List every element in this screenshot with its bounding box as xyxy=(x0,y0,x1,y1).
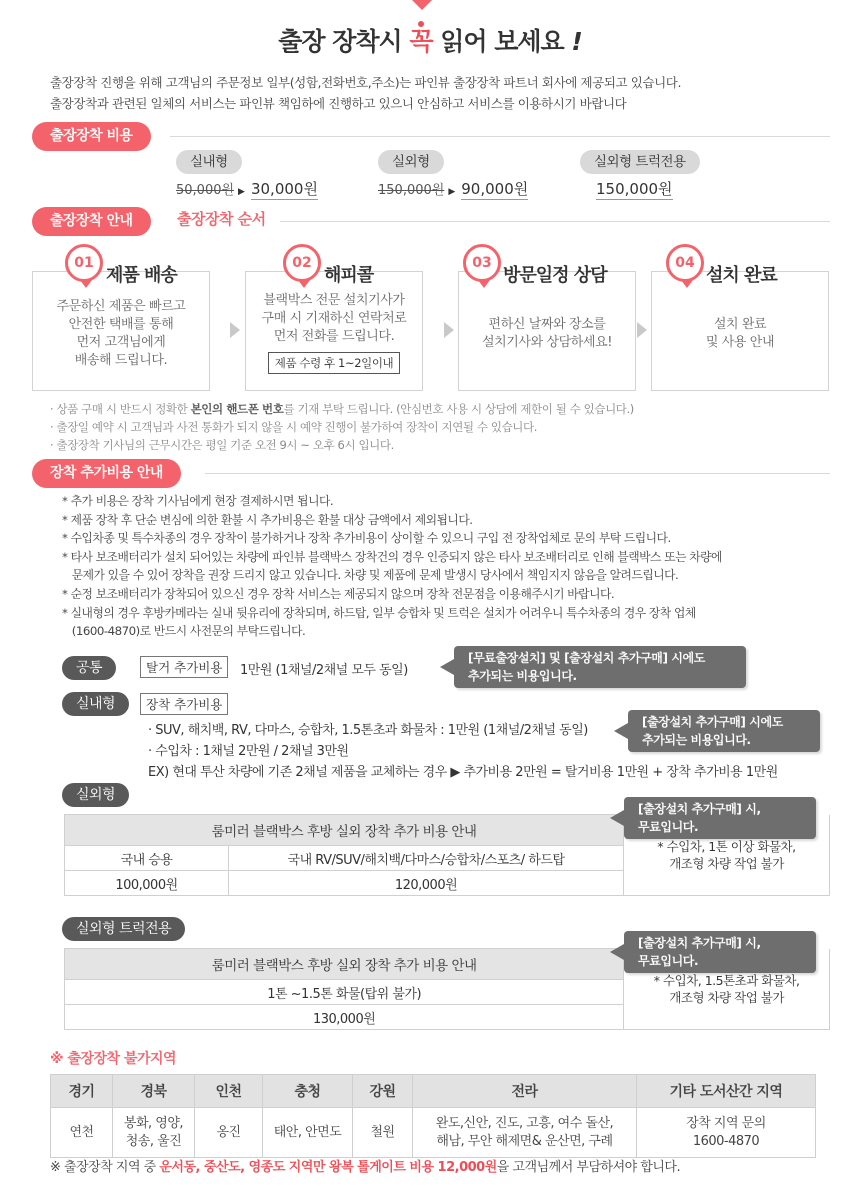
callout-pointer xyxy=(610,944,624,960)
step-line: 먼저 고객님에게 xyxy=(76,335,166,350)
list-item: * 제품 장착 후 단순 변심에 의한 환불 시 추가비용은 환불 대상 금액에서 제외됩니다. xyxy=(62,512,473,527)
unavailable-area-title: ※ 출장장착 불가지역 xyxy=(50,1051,177,1067)
step-title: 해피콜 xyxy=(324,265,374,286)
toll-note xyxy=(50,1156,680,1175)
old-price: 150,000원 xyxy=(378,183,445,198)
note-text: ※ 출장장착 지역 중 xyxy=(50,1160,160,1175)
cost-outdoor xyxy=(378,150,528,200)
callout-pointer xyxy=(614,723,628,739)
title-part: 읽어 보세요 xyxy=(432,27,572,56)
title-accent-text: 꼭 xyxy=(409,27,433,56)
category-label: 공통 xyxy=(62,656,116,680)
callout-line: [출장설치 추가구매] 시, xyxy=(638,936,761,950)
list-item: * 추가 비용은 장착 기사님에게 현장 결제하시면 됩니다. xyxy=(62,494,334,508)
side-note-line: * 수입차, 1톤 이상 화물차, xyxy=(657,838,796,854)
step-number: 01 xyxy=(74,255,94,271)
cell-line: 옹진 xyxy=(216,1124,241,1140)
category-label: 실내형 xyxy=(62,692,129,716)
cost-price-row xyxy=(378,178,528,200)
fee-text: 1만원 (1채널/2채널 모두 동일) xyxy=(240,663,408,678)
step-number-badge xyxy=(283,244,321,282)
callout-line: [무료출장설치] 및 [출장설치 추가구매] 시에도 xyxy=(468,651,705,665)
callout-line: 추가되는 비용입니다. xyxy=(642,733,751,747)
note-text: 을 고객님께서 부담하셔야 합니다. xyxy=(496,1160,681,1175)
step-description xyxy=(459,316,635,352)
note-line: · 출장장착 기사님의 근무시간은 평일 기준 오전 9시 ~ 오후 6시 입니다. xyxy=(50,438,394,452)
cost-price-row xyxy=(580,178,700,200)
new-price: 90,000원 xyxy=(461,180,529,198)
list-item: (1600-4870)로 반드시 사전문의 부탁드립니다. xyxy=(62,624,306,639)
info-callout xyxy=(454,646,746,688)
category-label: 실외형 트럭전용 xyxy=(62,917,185,941)
info-callout xyxy=(624,797,816,839)
step-time-tag: 제품 수령 후 1~2일이내 xyxy=(268,352,401,374)
category-label: 실외형 xyxy=(62,783,129,807)
cell-line: 청송, 울진 xyxy=(125,1133,182,1149)
table-cell: 100,000원 xyxy=(65,871,229,896)
table-header-cell: 기타 도서산간 지역 xyxy=(637,1075,816,1108)
divider xyxy=(280,221,830,222)
side-note-line: * 수입차, 1.5톤초과 화물차, xyxy=(653,972,800,988)
table-cell xyxy=(113,1108,195,1158)
fee-tag: 장착 추가비용 xyxy=(140,693,228,715)
step-line: 편하신 날짜와 장소를 xyxy=(488,317,606,332)
callout-pointer xyxy=(440,659,454,675)
cell-line: 봉화, 영양, xyxy=(123,1115,184,1131)
table-cell xyxy=(353,1108,413,1158)
step-line: 안전한 택배를 통해 xyxy=(68,317,174,332)
list-item: * 수입차종 및 특수차종의 경우 장착이 불가하거나 장착 추가비용이 상이할 수 있으니 구입 전 장착업체로 문의 부탁 드립니다. xyxy=(62,531,671,546)
note-emphasis: 운서동, 중산도, 영종도 지역만 왕복 톨게이트 비용 12,000원 xyxy=(159,1160,497,1175)
title-exclaim: ! xyxy=(571,27,582,56)
guide-subheading: 출장장착 순서 xyxy=(177,210,266,228)
step-line: 설치 완료 xyxy=(713,317,767,332)
step-number: 04 xyxy=(675,255,695,271)
divider xyxy=(205,473,830,474)
table-header-cell: 1톤 ~1.5톤 화물(탑위 불가) xyxy=(65,980,624,1005)
list-item: * 타사 보조배터리가 설치 되어있는 차량에 파인뷰 블랙박스 장착건의 경우 인증되지 않은 타사 보조배터리로 인해 블랙박스 또는 차량에 xyxy=(62,549,722,564)
cell-line: 태안, 안면도 xyxy=(273,1124,342,1140)
intro-line: 출장장착 진행을 위해 고객님의 주문정보 일부(성함,전화번호,주소)는 파인뷰 출장장착 파트너 회사에 제공되고 있습니다. xyxy=(50,75,682,90)
table-cell xyxy=(413,1108,637,1158)
extra-cost-list xyxy=(62,492,822,641)
table-header-cell: 전라 xyxy=(413,1075,637,1108)
table-header-cell: 국내 승용 xyxy=(65,846,229,871)
step-description xyxy=(246,292,422,374)
badge-pointer xyxy=(298,280,310,288)
arrow-right-icon: ▶ xyxy=(238,187,245,197)
callout-line: 무료입니다. xyxy=(638,820,699,834)
new-price: 150,000원 xyxy=(596,180,673,198)
step-title: 방문일정 상담 xyxy=(503,265,607,286)
list-item: 문제가 있을 수 있어 장착을 권장 드리지 않고 있습니다. 차량 및 제품에 문제 발생시 당사에서 책임지지 않음을 알려드립니다. xyxy=(62,568,679,583)
step-description xyxy=(33,298,209,370)
table-cell xyxy=(51,1108,113,1158)
cell-line: 철원 xyxy=(370,1124,395,1140)
table-header-cell: 인천 xyxy=(195,1075,263,1108)
list-item: * 순정 보조배터리가 장착되어 있으신 경우 장착 서비스는 제공되지 않으며 장착 전문점을 이용해주시기 바랍니다. xyxy=(62,586,615,601)
fee-text: · SUV, 해치백, RV, 다마스, 승합차, 1.5톤초과 화물차 : 1만원 (1채널/2채널 동일) xyxy=(148,723,588,738)
table-title: 룸미러 블랙박스 후방 실외 장착 추가 비용 안내 xyxy=(65,949,624,980)
title-part: 출장 장착시 xyxy=(278,27,410,56)
cell-line: 1600-4870 xyxy=(692,1133,760,1149)
badge-pointer xyxy=(478,280,490,288)
step-number-badge xyxy=(666,244,704,282)
unavailable-area-table xyxy=(50,1074,816,1158)
cost-truck xyxy=(580,150,700,200)
divider xyxy=(170,136,830,137)
arrow-right-icon xyxy=(637,322,647,338)
callout-pointer xyxy=(610,810,624,826)
step-card xyxy=(32,271,210,391)
cost-type-label: 실내형 xyxy=(176,150,242,174)
fee-tag: 탈거 추가비용 xyxy=(140,656,228,678)
cost-type-label: 실외형 xyxy=(378,150,444,174)
arrow-right-icon: ▶ xyxy=(448,187,456,197)
top-notch xyxy=(412,0,432,10)
callout-line: 무료입니다. xyxy=(638,954,699,968)
badge-pointer xyxy=(80,280,92,288)
step-number: 03 xyxy=(472,255,492,271)
table-header-cell: 충청 xyxy=(263,1075,353,1108)
table-cell xyxy=(637,1108,816,1158)
table-cell xyxy=(195,1108,263,1158)
step-number-badge xyxy=(463,244,501,282)
step-line: 및 사용 안내 xyxy=(705,335,775,350)
extra-heading: 장착 추가비용 안내 xyxy=(32,459,181,488)
step-number-badge xyxy=(65,244,103,282)
cell-line: 해남, 무안 해제면& 운산면, 구례 xyxy=(436,1133,613,1149)
table-cell: 120,000원 xyxy=(229,871,624,896)
page-title xyxy=(278,22,582,58)
cell-line: 연천 xyxy=(69,1124,94,1140)
table-header-cell: 강원 xyxy=(353,1075,413,1108)
intro-line: 출장장착과 관련된 일체의 서비스는 파인뷰 책임하에 진행하고 있으니 안심하고 서비스를 이용하시기 바랍니다 xyxy=(50,96,627,111)
side-note-line: 개조형 차량 작업 불가 xyxy=(669,989,784,1005)
cell-line: 장착 지역 문의 xyxy=(686,1115,766,1131)
accent-dot xyxy=(418,21,424,27)
guide-notes xyxy=(50,400,634,454)
note-text: · 상품 구매 시 반드시 정확한 xyxy=(50,402,191,416)
table-cell xyxy=(263,1108,353,1158)
note-line: · 출장일 예약 시 고객님과 사전 통화가 되지 않을 시 예약 진행이 불가하여 장착이 지연될 수 있습니다. xyxy=(50,420,537,434)
step-line: 구매 시 기재하신 연락처로 xyxy=(261,311,407,326)
table-header-cell: 경기 xyxy=(51,1075,113,1108)
step-title: 제품 배송 xyxy=(106,265,177,286)
arrow-right-icon xyxy=(230,322,240,338)
info-callout xyxy=(628,710,820,752)
step-card xyxy=(458,271,636,391)
step-line: 먼저 전화를 드립니다. xyxy=(273,329,395,344)
step-line: 배송해 드립니다. xyxy=(74,353,168,368)
fee-example: EX) 현대 투산 차량에 기존 2채널 제품을 교체하는 경우 ▶ 추가비용 2만원 = 탈거비용 1만원 + 장착 추가비용 1만원 xyxy=(148,765,778,780)
table-cell: 130,000원 xyxy=(65,1005,624,1030)
badge-pointer xyxy=(681,280,693,288)
note-text: 를 기재 부탁 드립니다. (안심번호 사용 시 상담에 제한이 될 수 있습니다.) xyxy=(283,402,634,416)
fee-text: · 수입차 : 1채널 2만원 / 2채널 3만원 xyxy=(148,744,349,759)
note-emphasis: 본인의 핸드폰 번호 xyxy=(190,402,284,416)
title-accent xyxy=(409,27,432,56)
cell-line: 완도,신안, 진도, 고흥, 여수 돌산, xyxy=(435,1115,614,1131)
cost-price-row xyxy=(176,178,318,200)
new-price: 30,000원 xyxy=(250,180,318,198)
page-title-wrap xyxy=(0,22,860,58)
step-card xyxy=(245,271,423,391)
table-title: 룸미러 블랙박스 후방 실외 장착 추가 비용 안내 xyxy=(65,815,624,846)
step-line: 설치기사와 상담하세요! xyxy=(481,335,613,350)
side-note-line: 개조형 차량 작업 불가 xyxy=(669,855,784,871)
info-callout xyxy=(624,931,816,973)
cost-indoor xyxy=(176,150,318,200)
old-price: 50,000원 xyxy=(176,183,235,198)
guide-heading: 출장장착 안내 xyxy=(32,207,151,236)
step-title: 설치 완료 xyxy=(706,265,777,286)
table-header-cell: 경북 xyxy=(113,1075,195,1108)
step-line: 블랙박스 전문 설치기사가 xyxy=(263,293,405,308)
step-line: 주문하신 제품은 빠르고 xyxy=(56,299,186,314)
step-description xyxy=(652,316,828,352)
list-item: * 실내형의 경우 후방카메라는 실내 뒷유리에 장착되며, 하드탑, 일부 승합차 및 트럭은 설치가 어려우니 특수차종의 경우 장착 업체 xyxy=(62,605,696,620)
callout-line: 추가되는 비용입니다. xyxy=(468,669,577,683)
cost-type-label: 실외형 트럭전용 xyxy=(580,150,700,174)
cost-heading: 출장장착 비용 xyxy=(32,122,151,151)
step-number: 02 xyxy=(292,255,312,271)
table-header-cell: 국내 RV/SUV/해치백/다마스/승합차/스포츠/ 하드탑 xyxy=(229,846,624,871)
note-line xyxy=(50,400,634,418)
callout-line: [출장설치 추가구매] 시, xyxy=(638,802,761,816)
intro-text xyxy=(50,72,681,114)
arrow-right-icon xyxy=(444,322,454,338)
callout-line: [출장설치 추가구매] 시에도 xyxy=(642,715,783,729)
step-card xyxy=(651,271,829,391)
